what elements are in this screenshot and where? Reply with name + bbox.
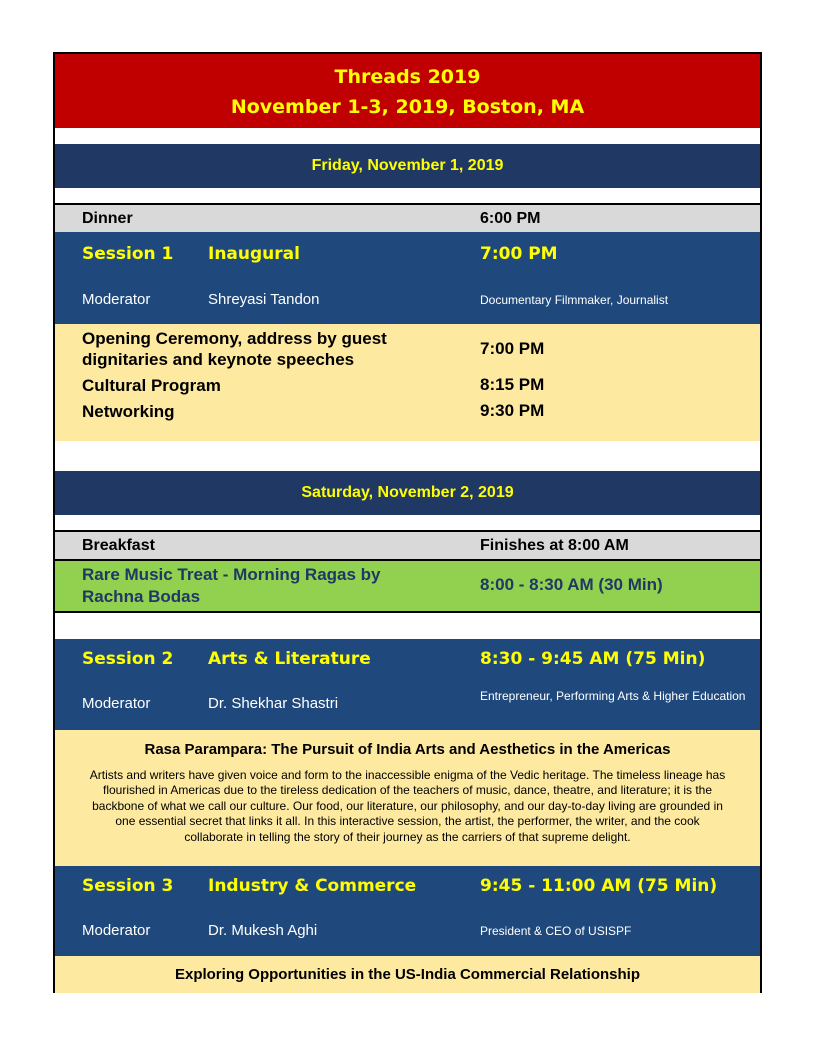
session-number: Session 1 (82, 244, 174, 264)
dinner-time: 6:00 PM (480, 210, 541, 227)
program-item-label: Opening Ceremony, address by guest dignitaries and keynote speeches (82, 329, 387, 369)
friday-program (55, 324, 760, 441)
moderator-label: Moderator (82, 922, 151, 939)
program-item-label: Cultural Program (82, 376, 221, 395)
session-time: 9:45 - 11:00 AM (75 Min) (480, 876, 718, 896)
moderator-label: Moderator (82, 291, 151, 308)
session-topic: Exploring Opportunities in the US-India Commercial Relationship (174, 966, 641, 983)
session-3-description (55, 956, 760, 993)
breakfast-label: Breakfast (82, 537, 155, 554)
session-number: Session 3 (82, 876, 174, 896)
session-3 (55, 866, 760, 956)
breakfast-time: Finishes at 8:00 AM (480, 537, 629, 554)
session-number: Session 2 (82, 649, 174, 669)
moderator-name: Dr. Shekhar Shastri (208, 695, 339, 712)
moderator-label: Moderator (82, 695, 151, 712)
moderator-name: Shreyasi Tandon (208, 291, 320, 308)
day-heading-saturday: Saturday, November 2, 2019 (55, 471, 760, 515)
session-time: 8:30 - 9:45 AM (75 Min) (480, 649, 706, 669)
music-time: 8:00 - 8:30 AM (30 Min) (480, 575, 663, 594)
moderator-role: Documentary Filmmaker, Journalist (480, 293, 669, 307)
session-title: Arts & Literature (208, 649, 371, 669)
day-heading-friday: Friday, November 1, 2019 (55, 144, 760, 188)
event-header (55, 54, 760, 128)
program-item-label: Networking (82, 402, 175, 421)
music-row (55, 559, 760, 613)
session-1 (55, 232, 760, 324)
session-time: 7:00 PM (480, 244, 558, 264)
program-item-time: 8:15 PM (480, 375, 545, 394)
session-2-description (55, 730, 760, 866)
agenda-sheet (53, 52, 762, 993)
event-dates: November 1-3, 2019, Boston, MA (230, 96, 585, 118)
moderator-role: President & CEO of USISPF (480, 924, 632, 938)
session-description: Artists and writers have given voice and form to the inaccessible enigma of the Vedic heritage. The timeless lineage has flourished in Americas due to the tireless dedication of the teachers of music, dance, theatre, and literature; it is the backbone of what we call our culture. Our food, our literature, our philosophy, and our day-to-day living are grounded in one essential secret that links it all. In this interactive session, the artist, the performer, the writer, and the cook collaborate in telling the story of their journey as the carriers of that supreme delight. (89, 768, 726, 844)
session-title: Inaugural (208, 244, 300, 264)
breakfast-row (55, 530, 760, 559)
dinner-label: Dinner (82, 210, 133, 227)
moderator-role: Entrepreneur, Performing Arts & Higher Education (480, 689, 746, 703)
session-title: Industry & Commerce (208, 876, 417, 896)
music-label: Rare Music Treat - Morning Ragas by Rachna Bodas (82, 565, 381, 606)
program-item-time: 7:00 PM (480, 339, 545, 358)
program-item-time: 9:30 PM (480, 401, 545, 420)
session-topic: Rasa Parampara: The Pursuit of India Arts and Aesthetics in the Americas (144, 741, 671, 758)
event-title: Threads 2019 (334, 66, 481, 88)
dinner-row (55, 203, 760, 232)
moderator-name: Dr. Mukesh Aghi (208, 922, 318, 939)
session-2 (55, 639, 760, 730)
